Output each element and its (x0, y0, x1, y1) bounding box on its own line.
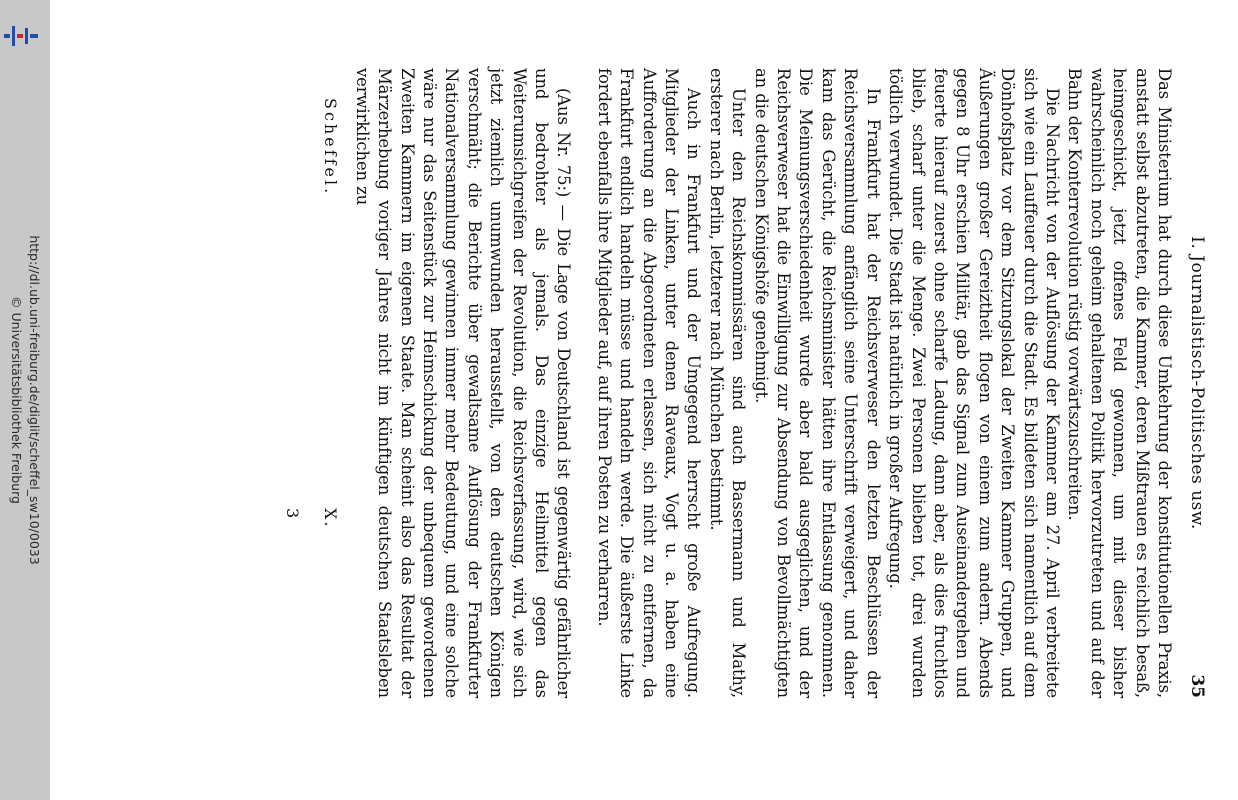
permalink-url[interactable]: http://dl.ub.uni-freiburg.de/diglit/scheffel_sw10/0033 (27, 235, 42, 565)
running-header (1175, 68, 1209, 698)
sidebar (0, 0, 50, 800)
excerpt-paragraph: (Aus Nr. 75:) — Die Lage von Deutschland ist gegenwärtig gefährlicher und bedrohter als jemals. Das einzige Heilmittel gegen das Weiterumsichgreifen der Revolution, die Reichsverfassung, wird, wie sich jetzt ziemlich unumwunden herausstellt, von den deutschen Königen verschmäht; die Berichte über gewaltsame Auflösung der Frankfurter Nationalversammlung gewinnen immer mehr Bedeutung, und eine solche wäre nur das Seitenstück zur Heimschickung der unbequem gewordenen Zweiten Kammern im eigenen Staate. Man scheint also das Resultat der Märzerhebung voriger Jahres nicht im künftigen deutschen Staatsleben verwirklichen zu (352, 68, 574, 698)
paragraph: In Frankfurt hat der Reichsverweser den letzten Beschlüssen der Reichsversammlung anfänglich seine Unterschrift verweigert, und daher kam das Gerücht, die Reichsminister hätten ihre Entlassung genommen. Die Meinungsverschiedenheit wurde aber bald ausgeglichen, und der Reichsverweser hat die Einwilligung zur Absendung von Bevollmächtigten an die deutschen Königshöfe genehmigt. (751, 68, 883, 698)
signature-volume (283, 508, 340, 800)
signature-author: Scheffel. (321, 98, 341, 197)
paragraph: Das Ministerium hat durch diese Umkehrung der konstitutionellen Praxis, anstatt selbst abzutreten, die Kammer, deren Mißtrauen es reichlich besaß, heimgeschickt, jetzt offenes Feld gewonnen, um mit dieser bisher wahrscheinlich noch geheim gehaltenen Politik hervorzutreten und auf der Bahn der Konterrevolution rüstig vorwärtszuschreiten. (1065, 68, 1174, 698)
paragraph: Unter den Reichskommissären sind auch Bassermann und Mathy, ersterer nach Berlin, letzterer nach München bestimmt. (706, 68, 749, 698)
page-number: 35 (1187, 674, 1207, 698)
scanned-page (52, 0, 1238, 800)
paragraph: Auch in Frankfurt und der Umgegend herrscht große Aufregung. Mitglieder der Linken, unter denen Raveaux, Vogt u. a. haben eine Aufforderung an die Abgeordneten erlassen, sich nicht zu entfernen, da Frankfurt endlich handeln müsse und handeln werde. Die äußerste Linke fordert ebenfalls ihre Mitglieder auf, auf ihren Posten zu verharren. (594, 68, 704, 698)
paragraph: Die Nachricht von der Auflösung der Kammer am 27. April verbreitete sich wie ein Lauffeuer durch die Stadt. Es bildeten sich namentlich auf dem Dönhofsplatz vor dem Sitzungslokal der Zweiten Kammer Gruppen, und Äußerungen großer Gereiztheit flogen von einem zum andern. Abends gegen 8 Uhr erschien Militär, gab das Signal zum Auseinandergehen und feuerte hierauf zuerst ohne scharfe Ladung, dann aber, als dies fruchtlos blieb, scharf unter die Menge. Zwei Personen blieben tot, drei wurden tödlich verwundet. Die Stadt ist natürlich in großer Aufregung. (886, 68, 1062, 698)
page-content (169, 68, 1209, 698)
signature-mark: 3 (283, 508, 303, 521)
signature-line (283, 68, 341, 698)
running-title: I. Journalistisch-Politisches usw. (1187, 236, 1207, 530)
volume-number: X. (321, 508, 341, 529)
copyright-notice: © Universitätsbibliothek Freiburg (9, 296, 24, 504)
